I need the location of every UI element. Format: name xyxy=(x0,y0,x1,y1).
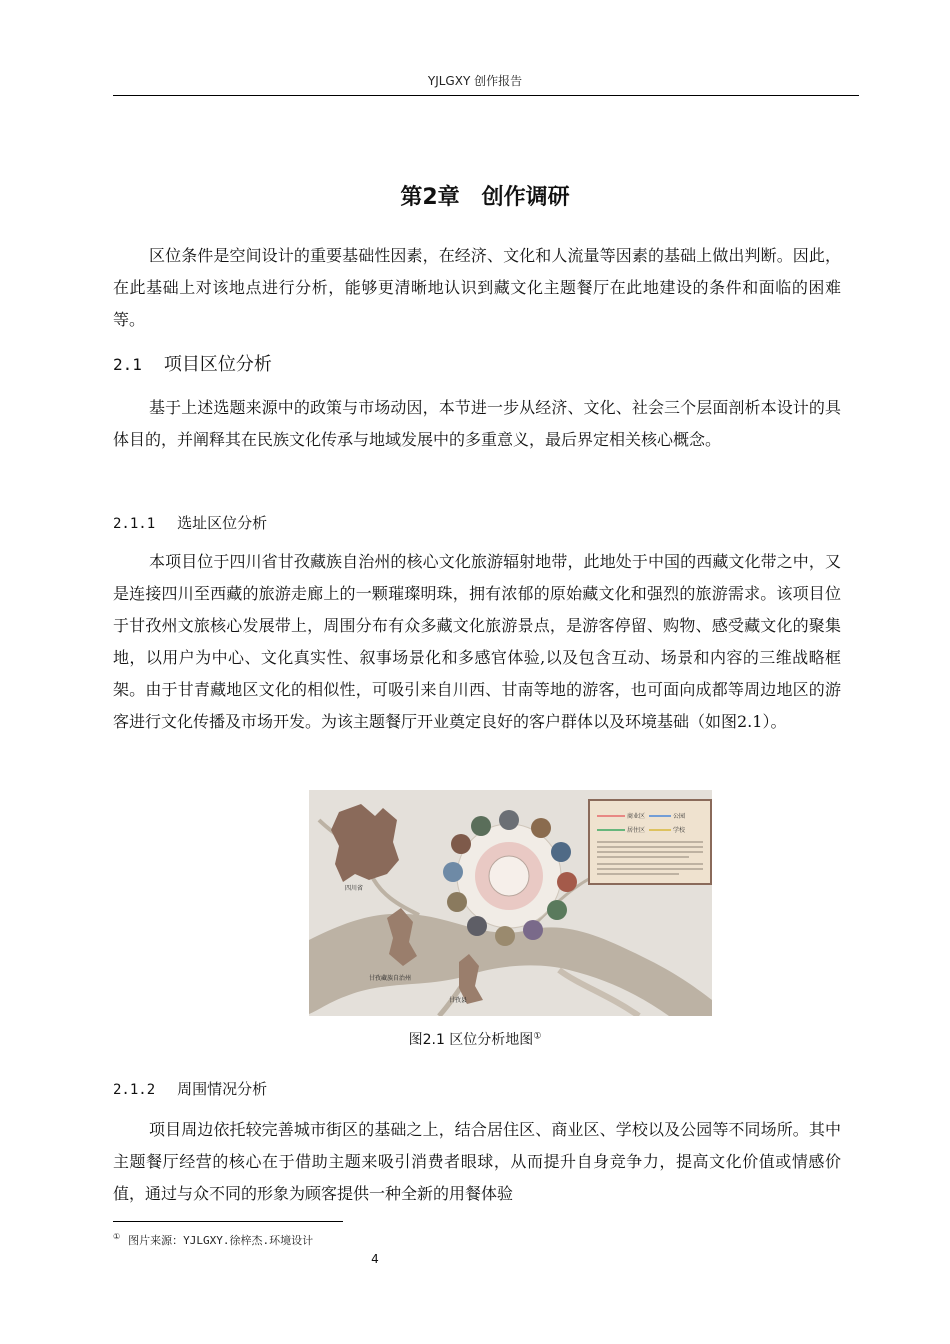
legend-label-commercial: 商业区 xyxy=(627,813,646,820)
center-core xyxy=(489,856,529,896)
photo-thumb xyxy=(557,872,577,892)
chapter-title: 第2章 创作调研 xyxy=(400,185,570,210)
map-label-ganzi-prefecture: 甘孜藏族自治州 xyxy=(369,975,412,982)
footnote-mark: ① xyxy=(533,1031,542,1042)
section-heading-2-1-2 xyxy=(113,1078,267,1099)
header-rule xyxy=(113,95,859,96)
section-title: 周围情况分析 xyxy=(177,1080,268,1098)
footnote-text: 图片来源：YJLGXY.徐梓杰.环境设计 xyxy=(128,1234,314,1247)
footnote-mark: ① xyxy=(113,1232,121,1242)
photo-thumb xyxy=(495,926,515,946)
photo-thumb xyxy=(523,920,543,940)
section-number: 2.1.2 xyxy=(113,1082,156,1098)
page-number: 4 xyxy=(371,1252,379,1266)
photo-thumb xyxy=(451,834,471,854)
section-2-1-2-paragraph: 项目周边依托较完善城市街区的基础之上，结合居住区、商业区、学校以及公园等不同场所。其中主题餐厅经营的核心在于借助主题来吸引消费者眼球，从而提升自身竞争力，提高文化价值或情感价值，通过与众不同的形象为顾客提供一种全新的用餐体验 xyxy=(113,1120,841,1203)
section-title: 项目区位分析 xyxy=(163,354,272,375)
photo-thumb xyxy=(467,916,487,936)
legend-label-residential: 居住区 xyxy=(627,827,646,834)
section-number: 2.1 xyxy=(113,355,142,374)
location-map-figure xyxy=(309,790,712,1016)
legend-label-park: 公园 xyxy=(673,813,686,820)
section-2-1-paragraph: 基于上述选题来源中的政策与市场动因，本节进一步从经济、文化、社会三个层面剖析本设计的具体目的，并阐释其在民族文化传承与地域发展中的多重意义，最后界定相关核心概念。 xyxy=(113,398,841,449)
photo-thumb xyxy=(471,816,491,836)
legend-label-school: 学校 xyxy=(673,827,686,834)
section-heading-2-1 xyxy=(113,350,272,376)
figure-caption xyxy=(0,1029,950,1049)
footnote-rule xyxy=(113,1221,343,1222)
photo-thumb xyxy=(531,818,551,838)
photo-thumb xyxy=(499,810,519,830)
map-label-ganzi-county: 甘孜县 xyxy=(449,997,468,1004)
sichuan-province-shape xyxy=(331,804,399,882)
map-label-sichuan: 四川省 xyxy=(345,885,364,892)
photo-thumb xyxy=(443,862,463,882)
footnote xyxy=(113,1232,313,1248)
page-header: YJLGXY 创作报告 xyxy=(427,74,523,88)
section-heading-2-1-1 xyxy=(113,512,267,533)
photo-thumb xyxy=(447,892,467,912)
photo-thumb xyxy=(547,900,567,920)
section-2-1-1-paragraph: 本项目位于四川省甘孜藏族自治州的核心文化旅游辐射地带，此地处于中国的西藏文化带之中，又是连接四川至西藏的旅游走廊上的一颗璀璨明珠，拥有浓郁的原始藏文化和强烈的旅游需求。该项目位于甘孜州文旅核心发展带上，周围分布有众多藏文化旅游景点，是游客停留、购物、感受藏文化的聚集地，以用户为中心、文化真实性、叙事场景化和多感官体验,以及包含互动、场景和内容的三维战略框架。由于甘青藏地区文化的相似性，可吸引来自川西、甘南等地的游客，也可面向成都等周边地区的游客进行文化传播及市场开发。为该主题餐厅开业奠定良好的客户群体以及环境基础（如图2.1）。 xyxy=(113,552,841,731)
photo-thumb xyxy=(551,842,571,862)
section-title: 选址区位分析 xyxy=(177,514,268,532)
intro-paragraph: 区位条件是空间设计的重要基础性因素，在经济、文化和人流量等因素的基础上做出判断。因此，在此基础上对该地点进行分析，能够更清晰地认识到藏文化主题餐厅在此地建设的条件和面临的困难等。 xyxy=(113,246,841,329)
figure-caption-text: 图2.1 区位分析地图 xyxy=(408,1032,534,1048)
section-number: 2.1.1 xyxy=(113,516,156,532)
